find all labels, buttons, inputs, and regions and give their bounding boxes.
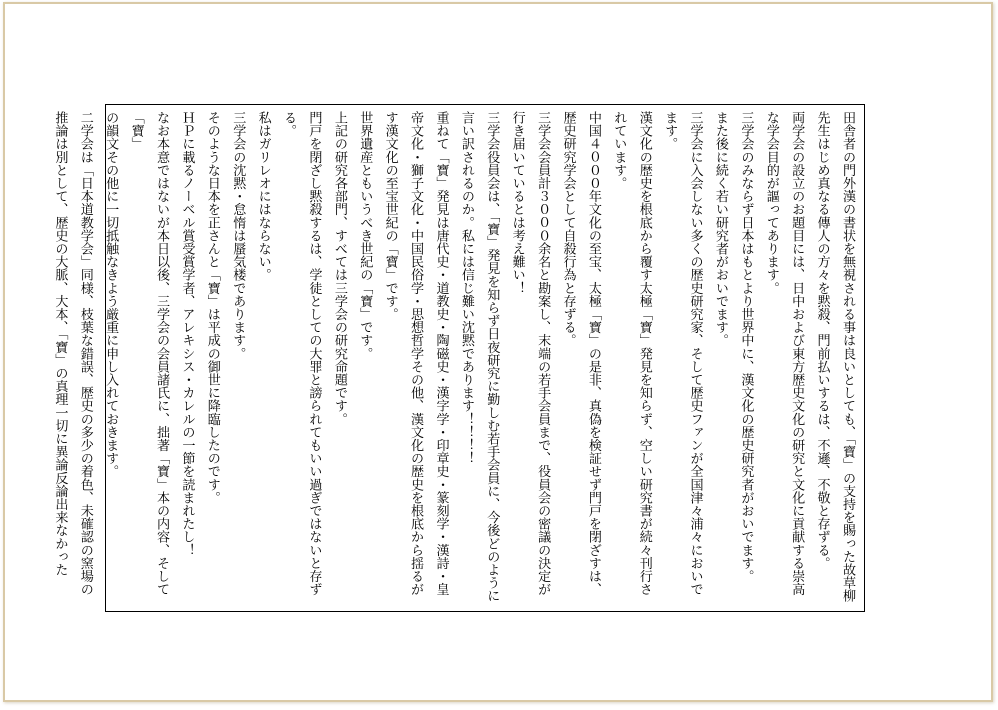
- paragraph: 漢文化の歴史を根底から覆す太極「寶」発見を知らず、空しい研究書が続々刊行されています。: [611, 111, 652, 596]
- paragraph: 田舎者の門外漢の書状を無視される事は良いとしても、「寶」の支持を賜った故草柳先生はじめ真なる傳人の方々を黙殺、門前払いするは、不遜、不敬と存ずる。: [814, 111, 855, 603]
- document-page: [3, 2, 993, 702]
- paragraph: 三学会のみならず日本はもとより世界中に、漢文化の歴史研究者がおいでます。: [738, 111, 754, 583]
- paragraph: の韻文その他に一切抵触なきよう厳重に申し入れておきます。: [103, 111, 119, 478]
- paragraph: 世界遺産ともいうべき世紀の「寶」です。: [357, 111, 373, 360]
- paragraph: 中国４０００年文化の至宝、太極「寶」の是非、真偽を検証せず門戸を閉ざすは、歴史研究学会として自殺行為と存ずる。: [560, 111, 601, 596]
- paragraph: 三学会役員会は、「寶」発見を知らず日夜研究に勤しむ若手会員に、今後どのように言い訳されるのか。私には信じ難い沈黙であります！！！！: [458, 111, 500, 603]
- paragraph: 三学会会員計３０００余名と勘案し、末端の若手会員まで、役員会の密議の決定が行き届いているとは考え難い！: [509, 111, 551, 596]
- text-frame: [52, 104, 865, 612]
- paragraph: ＨＰに載るノーベル賞受賞学者、アレキシス・カレルの一節を読まれたし！: [179, 111, 195, 557]
- paragraph: 二学会は「日本道教学会」同様、枝葉な錯誤、歴史の多少の着色、未確認の窯場の推論は別として、歴史の大脈、大本、「寶」の真理一切に異論反論出来なかった: [52, 111, 93, 596]
- paragraph: また後に続く若い研究者がおいでます。: [712, 111, 728, 347]
- paragraph: なお本意ではないが本日以後、三学会の会員諸氏に、拙著「寶」本の内容、そして「寶」: [128, 111, 170, 596]
- paragraph: 門戸を閉ざし黙殺するは、学徒としての大罪と謗られてもいい過ぎではないと存ずる。: [281, 111, 322, 596]
- paragraph: 三学会の沈黙・怠惰は蜃気楼であります。: [230, 111, 246, 360]
- vertical-text-body: [47, 111, 860, 607]
- paragraph: 両学会の設立のお題目には、日中および東方歴史文化の研究と文化に貢献する崇高な学会目的が謳ってあります。: [763, 111, 805, 596]
- paragraph: 上記の研究各部門、すべては三学会の研究命題です。: [331, 111, 347, 426]
- paragraph: 三学会に入会しない多くの歴史研究家、そして歴史ファンが全国津々浦々においでます。: [662, 111, 703, 596]
- paragraph: 私はガリレオにはならない。: [255, 111, 271, 282]
- paragraph: そのような日本を正さんと「寶」は平成の御世に降臨したのです。: [204, 111, 220, 504]
- paragraph: 重ねて「寶」発見は唐代史・道教史・陶磁史・漢字学・印章史・篆刻学・漢詩・皇帝文化・獅子文化・中国民俗学・思想哲学その他、漢文化の歴史を根底から揺るがす漢文化の至宝世紀の「寶」です。: [382, 111, 449, 596]
